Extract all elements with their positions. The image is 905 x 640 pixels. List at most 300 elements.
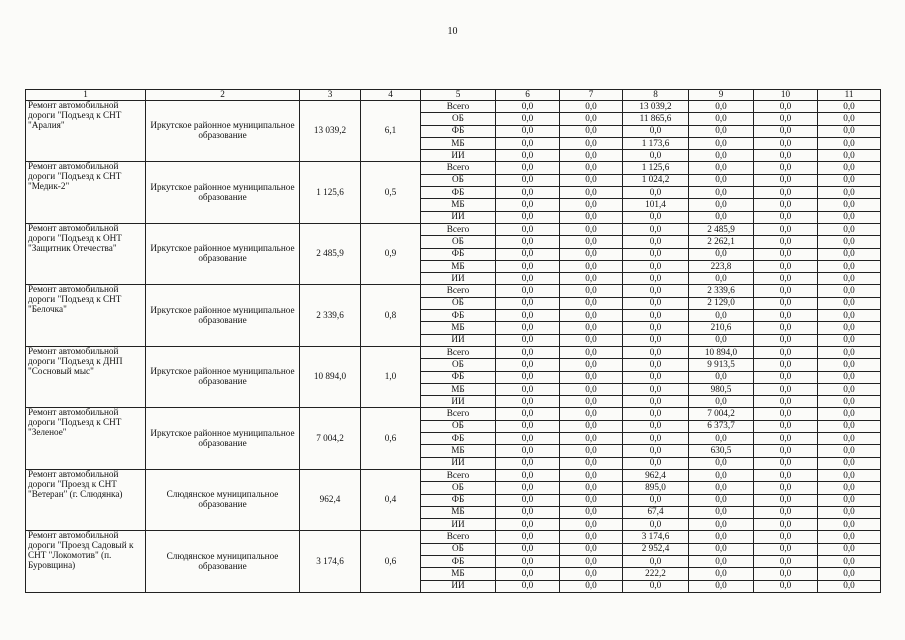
value-cell: 0,0: [754, 580, 818, 592]
value-cell: 0,0: [754, 334, 818, 346]
funding-source: ФБ: [421, 555, 496, 567]
road-name: Ремонт автомобильной дороги "Проезд Садовый к СНТ "Локомотив" (п. Буровщина): [26, 531, 146, 592]
funding-source: ФБ: [421, 125, 496, 137]
total-cost: 10 894,0: [300, 346, 361, 407]
funding-source: МБ: [421, 260, 496, 272]
value-cell: 0,0: [689, 113, 754, 125]
value-cell: 0,0: [818, 383, 881, 395]
value-cell: 0,0: [689, 396, 754, 408]
value-cell: 0,0: [623, 334, 689, 346]
value-cell: 0,0: [496, 187, 560, 199]
value-cell: 0,0: [560, 494, 623, 506]
value-cell: 0,0: [754, 248, 818, 260]
road-name: Ремонт автомобильной дороги "Подъезд к ОНТ "Защитник Отечества": [26, 223, 146, 284]
value-cell: 9 913,5: [689, 359, 754, 371]
value-cell: 0,0: [754, 187, 818, 199]
value-cell: 0,0: [560, 101, 623, 113]
value-cell: 0,0: [560, 223, 623, 235]
value-cell: 0,0: [818, 125, 881, 137]
value-cell: 962,4: [623, 469, 689, 481]
value-cell: 0,0: [560, 445, 623, 457]
value-cell: 0,0: [560, 297, 623, 309]
funding-source: Всего: [421, 285, 496, 297]
value-cell: 0,0: [623, 211, 689, 223]
value-cell: 1 024,2: [623, 174, 689, 186]
value-cell: 0,0: [496, 506, 560, 518]
value-cell: 0,0: [623, 457, 689, 469]
value-cell: 0,0: [818, 396, 881, 408]
value-cell: 3 174,6: [623, 531, 689, 543]
value-cell: 0,0: [496, 482, 560, 494]
table-row: [26, 285, 881, 297]
value-cell: 2 339,6: [689, 285, 754, 297]
value-cell: 0,0: [623, 322, 689, 334]
value-cell: 11 865,6: [623, 113, 689, 125]
funding-source: Всего: [421, 101, 496, 113]
page-number: 10: [447, 26, 458, 37]
value-cell: 0,0: [623, 555, 689, 567]
value-cell: 0,0: [818, 236, 881, 248]
value-cell: 0,0: [496, 433, 560, 445]
value-cell: 0,0: [560, 346, 623, 358]
value-cell: 0,0: [496, 396, 560, 408]
value-cell: 0,0: [754, 519, 818, 531]
value-cell: 0,0: [623, 223, 689, 235]
road-name: Ремонт автомобильной дороги "Подъезд к СНТ "Зеленое": [26, 408, 146, 469]
value-cell: 980,5: [689, 383, 754, 395]
value-cell: 0,0: [818, 457, 881, 469]
value-cell: 0,0: [560, 248, 623, 260]
value-cell: 0,0: [623, 236, 689, 248]
table-body: [26, 90, 881, 593]
value-cell: 2 952,4: [623, 543, 689, 555]
value-cell: 0,0: [560, 187, 623, 199]
value-cell: 0,0: [623, 433, 689, 445]
value-cell: 0,0: [818, 285, 881, 297]
value-cell: 0,0: [818, 223, 881, 235]
value-cell: 0,0: [689, 543, 754, 555]
value-cell: 0,0: [689, 469, 754, 481]
value-cell: 0,0: [560, 482, 623, 494]
header-row: [26, 90, 881, 101]
value-cell: 222,2: [623, 568, 689, 580]
value-cell: 0,0: [496, 260, 560, 272]
funding-source: ОБ: [421, 420, 496, 432]
value-cell: 0,0: [623, 359, 689, 371]
value-cell: 0,0: [496, 236, 560, 248]
value-cell: 0,0: [754, 445, 818, 457]
value-cell: 0,0: [689, 101, 754, 113]
funding-source: Всего: [421, 408, 496, 420]
value-cell: 0,0: [754, 285, 818, 297]
funding-source: МБ: [421, 322, 496, 334]
value-cell: 0,0: [689, 555, 754, 567]
value-cell: 0,0: [496, 113, 560, 125]
value-cell: 0,0: [623, 408, 689, 420]
value-cell: 0,0: [689, 519, 754, 531]
funding-source: ОБ: [421, 359, 496, 371]
value-cell: 0,0: [818, 137, 881, 149]
value-cell: 223,8: [689, 260, 754, 272]
value-cell: 0,0: [818, 482, 881, 494]
municipality: Иркутское районное муниципальное образование: [146, 285, 300, 346]
funding-source: ФБ: [421, 494, 496, 506]
road-name: Ремонт автомобильной дороги "Подъезд к СНТ "Медик-2": [26, 162, 146, 223]
header-cell: 10: [754, 90, 818, 101]
value-cell: 0,0: [623, 396, 689, 408]
value-cell: 0,0: [496, 248, 560, 260]
value-cell: 0,0: [818, 248, 881, 260]
value-cell: 210,6: [689, 322, 754, 334]
value-cell: 0,0: [818, 506, 881, 518]
value-cell: 0,0: [689, 568, 754, 580]
funding-source: ИИ: [421, 150, 496, 162]
value-cell: 0,0: [818, 371, 881, 383]
value-cell: 0,0: [496, 346, 560, 358]
table-row: [26, 408, 881, 420]
value-cell: 0,0: [754, 199, 818, 211]
funding-source: Всего: [421, 346, 496, 358]
value-cell: 0,0: [689, 482, 754, 494]
value-cell: 0,0: [754, 482, 818, 494]
value-cell: 0,0: [496, 162, 560, 174]
value-cell: 0,0: [496, 297, 560, 309]
value-cell: 0,0: [560, 555, 623, 567]
value-cell: 0,0: [623, 260, 689, 272]
road-length: 0,8: [361, 285, 421, 346]
municipality: Иркутское районное муниципальное образование: [146, 223, 300, 284]
value-cell: 0,0: [623, 580, 689, 592]
funding-source: ИИ: [421, 457, 496, 469]
value-cell: 0,0: [754, 506, 818, 518]
value-cell: 0,0: [496, 445, 560, 457]
value-cell: 0,0: [754, 469, 818, 481]
value-cell: 2 129,0: [689, 297, 754, 309]
value-cell: 0,0: [689, 506, 754, 518]
funding-source: Всего: [421, 162, 496, 174]
value-cell: 0,0: [754, 346, 818, 358]
value-cell: 0,0: [818, 469, 881, 481]
value-cell: 0,0: [754, 433, 818, 445]
value-cell: 0,0: [689, 125, 754, 137]
value-cell: 0,0: [754, 359, 818, 371]
value-cell: 0,0: [623, 187, 689, 199]
value-cell: 0,0: [623, 371, 689, 383]
header-cell: 8: [623, 90, 689, 101]
funding-source: ФБ: [421, 187, 496, 199]
value-cell: 0,0: [818, 310, 881, 322]
value-cell: 0,0: [560, 211, 623, 223]
value-cell: 0,0: [689, 273, 754, 285]
value-cell: 0,0: [496, 457, 560, 469]
value-cell: 0,0: [496, 101, 560, 113]
value-cell: 0,0: [496, 223, 560, 235]
value-cell: 0,0: [496, 137, 560, 149]
road-length: 0,6: [361, 531, 421, 592]
value-cell: 0,0: [689, 457, 754, 469]
value-cell: 0,0: [754, 396, 818, 408]
value-cell: 2 485,9: [689, 223, 754, 235]
value-cell: 0,0: [818, 162, 881, 174]
value-cell: 0,0: [754, 420, 818, 432]
value-cell: 0,0: [623, 297, 689, 309]
value-cell: 0,0: [623, 346, 689, 358]
value-cell: 0,0: [496, 469, 560, 481]
value-cell: 0,0: [754, 211, 818, 223]
value-cell: 0,0: [623, 248, 689, 260]
municipality: Слюдянское муниципальное образование: [146, 531, 300, 592]
value-cell: 0,0: [623, 420, 689, 432]
municipality: Слюдянское муниципальное образование: [146, 469, 300, 530]
value-cell: 0,0: [818, 297, 881, 309]
value-cell: 10 894,0: [689, 346, 754, 358]
total-cost: 962,4: [300, 469, 361, 530]
header-cell: 3: [300, 90, 361, 101]
value-cell: 0,0: [818, 199, 881, 211]
value-cell: 0,0: [560, 580, 623, 592]
value-cell: 0,0: [754, 223, 818, 235]
funding-source: ИИ: [421, 396, 496, 408]
value-cell: 0,0: [560, 519, 623, 531]
header-cell: 9: [689, 90, 754, 101]
value-cell: 0,0: [623, 383, 689, 395]
value-cell: 0,0: [496, 408, 560, 420]
value-cell: 0,0: [818, 580, 881, 592]
road-name: Ремонт автомобильной дороги "Подъезд к СНТ "Белочка": [26, 285, 146, 346]
value-cell: 0,0: [560, 383, 623, 395]
funding-source: ОБ: [421, 113, 496, 125]
value-cell: 0,0: [754, 162, 818, 174]
value-cell: 0,0: [754, 273, 818, 285]
value-cell: 0,0: [689, 211, 754, 223]
table-row: [26, 469, 881, 481]
funding-source: МБ: [421, 445, 496, 457]
funding-source: ОБ: [421, 482, 496, 494]
value-cell: 0,0: [623, 285, 689, 297]
value-cell: 0,0: [754, 555, 818, 567]
value-cell: 0,0: [754, 113, 818, 125]
value-cell: 0,0: [689, 531, 754, 543]
funding-source: ИИ: [421, 211, 496, 223]
value-cell: 0,0: [818, 519, 881, 531]
funding-source: ОБ: [421, 297, 496, 309]
program-table: [25, 89, 881, 593]
value-cell: 0,0: [689, 494, 754, 506]
header-cell: 4: [361, 90, 421, 101]
value-cell: 0,0: [818, 187, 881, 199]
value-cell: 0,0: [560, 334, 623, 346]
value-cell: 0,0: [754, 457, 818, 469]
value-cell: 0,0: [754, 101, 818, 113]
value-cell: 0,0: [496, 125, 560, 137]
header-cell: 5: [421, 90, 496, 101]
value-cell: 0,0: [689, 199, 754, 211]
value-cell: 0,0: [560, 322, 623, 334]
value-cell: 0,0: [818, 101, 881, 113]
value-cell: 0,0: [818, 433, 881, 445]
value-cell: 0,0: [754, 408, 818, 420]
value-cell: 0,0: [560, 150, 623, 162]
funding-source: Всего: [421, 223, 496, 235]
value-cell: 0,0: [754, 310, 818, 322]
funding-source: ФБ: [421, 248, 496, 260]
value-cell: 0,0: [818, 420, 881, 432]
road-length: 0,9: [361, 223, 421, 284]
value-cell: 0,0: [754, 494, 818, 506]
header-cell: 11: [818, 90, 881, 101]
value-cell: 0,0: [754, 531, 818, 543]
road-length: 0,4: [361, 469, 421, 530]
value-cell: 0,0: [560, 568, 623, 580]
funding-source: ОБ: [421, 236, 496, 248]
value-cell: 67,4: [623, 506, 689, 518]
funding-source: Всего: [421, 531, 496, 543]
value-cell: 0,0: [818, 174, 881, 186]
value-cell: 0,0: [560, 433, 623, 445]
value-cell: 0,0: [560, 420, 623, 432]
total-cost: 3 174,6: [300, 531, 361, 592]
value-cell: 0,0: [623, 519, 689, 531]
value-cell: 1 125,6: [623, 162, 689, 174]
value-cell: 0,0: [689, 174, 754, 186]
value-cell: 0,0: [560, 469, 623, 481]
value-cell: 0,0: [560, 199, 623, 211]
funding-source: ФБ: [421, 371, 496, 383]
value-cell: 0,0: [496, 580, 560, 592]
value-cell: 0,0: [818, 346, 881, 358]
value-cell: 0,0: [818, 531, 881, 543]
value-cell: 101,4: [623, 199, 689, 211]
value-cell: 895,0: [623, 482, 689, 494]
municipality: Иркутское районное муниципальное образование: [146, 101, 300, 162]
value-cell: 0,0: [560, 396, 623, 408]
value-cell: 0,0: [754, 322, 818, 334]
value-cell: 0,0: [623, 494, 689, 506]
funding-source: Всего: [421, 469, 496, 481]
value-cell: 0,0: [623, 150, 689, 162]
value-cell: 0,0: [496, 555, 560, 567]
value-cell: 0,0: [560, 113, 623, 125]
value-cell: 0,0: [754, 150, 818, 162]
value-cell: 0,0: [754, 568, 818, 580]
road-length: 6,1: [361, 101, 421, 162]
value-cell: 1 173,6: [623, 137, 689, 149]
value-cell: 0,0: [689, 150, 754, 162]
table-row: [26, 531, 881, 543]
table-row: [26, 101, 881, 113]
value-cell: 0,0: [623, 273, 689, 285]
funding-source: МБ: [421, 506, 496, 518]
value-cell: 0,0: [818, 543, 881, 555]
value-cell: 0,0: [560, 543, 623, 555]
value-cell: 0,0: [560, 273, 623, 285]
value-cell: 0,0: [818, 211, 881, 223]
header-cell: 7: [560, 90, 623, 101]
value-cell: 6 373,7: [689, 420, 754, 432]
total-cost: 2 485,9: [300, 223, 361, 284]
value-cell: 0,0: [496, 420, 560, 432]
value-cell: 0,0: [496, 494, 560, 506]
value-cell: 0,0: [818, 113, 881, 125]
value-cell: 0,0: [560, 125, 623, 137]
value-cell: 0,0: [496, 285, 560, 297]
value-cell: 0,0: [689, 310, 754, 322]
value-cell: 0,0: [689, 137, 754, 149]
value-cell: 0,0: [560, 236, 623, 248]
funding-source: ИИ: [421, 519, 496, 531]
value-cell: 7 004,2: [689, 408, 754, 420]
value-cell: 0,0: [623, 445, 689, 457]
funding-source: ИИ: [421, 334, 496, 346]
value-cell: 0,0: [818, 494, 881, 506]
municipality: Иркутское районное муниципальное образование: [146, 408, 300, 469]
header-cell: 2: [146, 90, 300, 101]
funding-source: ФБ: [421, 310, 496, 322]
value-cell: 0,0: [754, 137, 818, 149]
value-cell: 13 039,2: [623, 101, 689, 113]
road-length: 0,6: [361, 408, 421, 469]
value-cell: 0,0: [496, 199, 560, 211]
value-cell: 0,0: [818, 359, 881, 371]
value-cell: 0,0: [818, 568, 881, 580]
value-cell: 0,0: [496, 322, 560, 334]
value-cell: 0,0: [496, 383, 560, 395]
value-cell: 0,0: [818, 322, 881, 334]
value-cell: 0,0: [560, 506, 623, 518]
value-cell: 0,0: [560, 371, 623, 383]
municipality: Иркутское районное муниципальное образование: [146, 162, 300, 223]
value-cell: 0,0: [560, 137, 623, 149]
total-cost: 1 125,6: [300, 162, 361, 223]
value-cell: 0,0: [689, 187, 754, 199]
value-cell: 0,0: [560, 162, 623, 174]
value-cell: 0,0: [496, 174, 560, 186]
value-cell: 0,0: [754, 297, 818, 309]
value-cell: 0,0: [818, 260, 881, 272]
municipality: Иркутское районное муниципальное образование: [146, 346, 300, 407]
value-cell: 0,0: [496, 310, 560, 322]
total-cost: 13 039,2: [300, 101, 361, 162]
value-cell: 0,0: [623, 125, 689, 137]
header-cell: 1: [26, 90, 146, 101]
value-cell: 0,0: [496, 543, 560, 555]
value-cell: 0,0: [496, 150, 560, 162]
value-cell: 0,0: [560, 531, 623, 543]
value-cell: 0,0: [560, 310, 623, 322]
value-cell: 0,0: [754, 236, 818, 248]
value-cell: 0,0: [754, 260, 818, 272]
road-name: Ремонт автомобильной дороги "Проезд к СНТ "Ветеран" (г. Слюдянка): [26, 469, 146, 530]
table-row: [26, 346, 881, 358]
funding-source: ИИ: [421, 273, 496, 285]
value-cell: 0,0: [496, 334, 560, 346]
funding-source: МБ: [421, 199, 496, 211]
value-cell: 0,0: [818, 150, 881, 162]
value-cell: 0,0: [689, 162, 754, 174]
road-name: Ремонт автомобильной дороги "Подъезд к ДНП "Сосновый мыс": [26, 346, 146, 407]
value-cell: 0,0: [689, 580, 754, 592]
road-name: Ремонт автомобильной дороги "Подъезд к СНТ "Аралия": [26, 101, 146, 162]
value-cell: 0,0: [560, 285, 623, 297]
funding-source: ФБ: [421, 433, 496, 445]
value-cell: 0,0: [496, 531, 560, 543]
value-cell: 630,5: [689, 445, 754, 457]
value-cell: 0,0: [496, 371, 560, 383]
funding-source: ОБ: [421, 174, 496, 186]
value-cell: 0,0: [818, 334, 881, 346]
funding-source: МБ: [421, 383, 496, 395]
value-cell: 0,0: [818, 445, 881, 457]
